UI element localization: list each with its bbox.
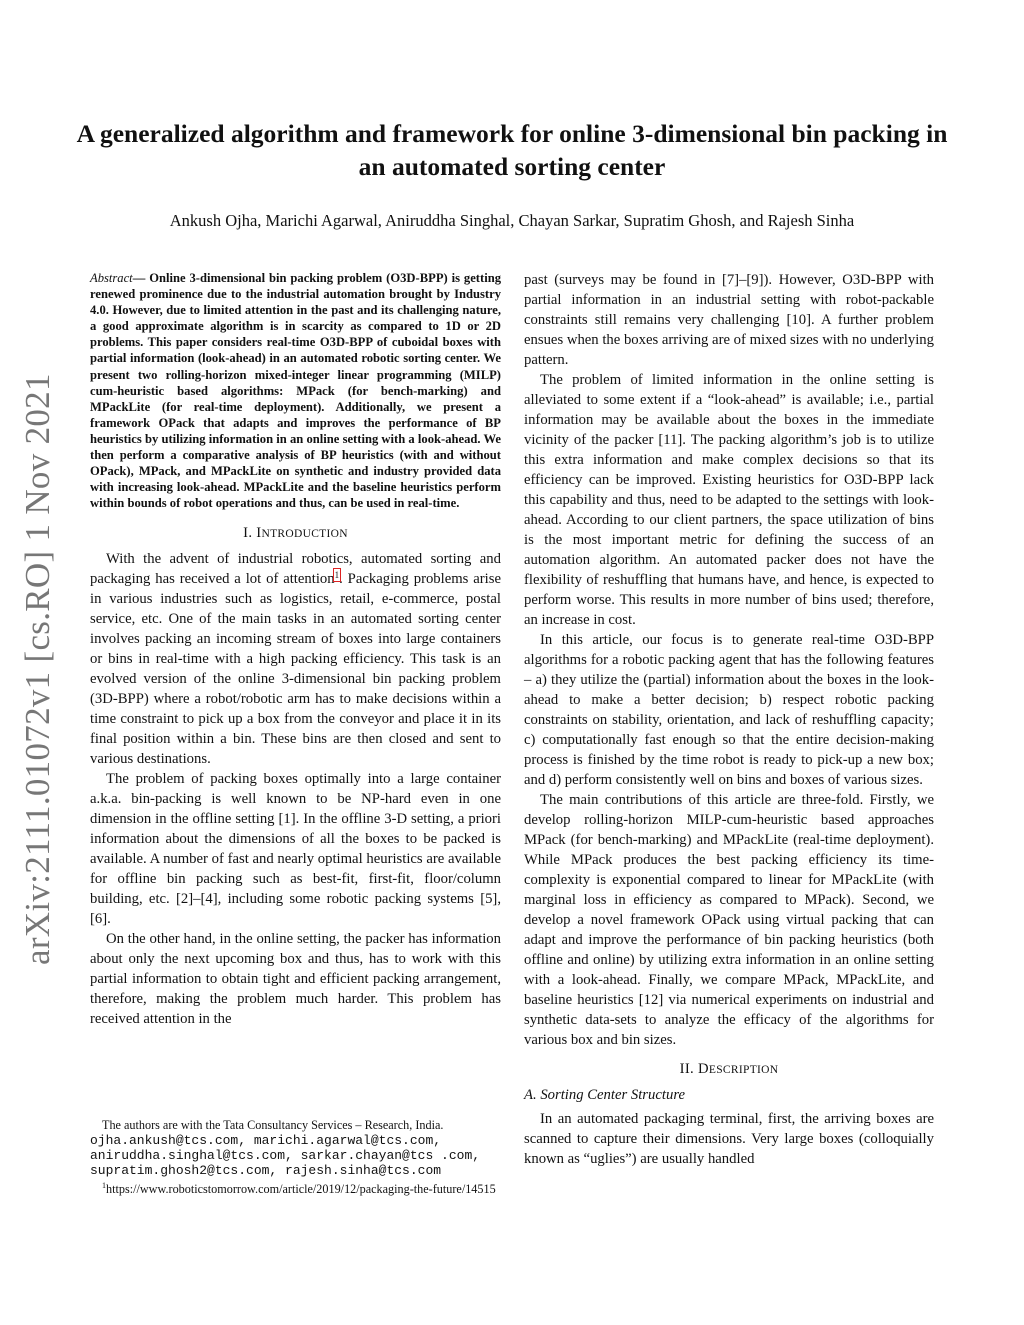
right-paragraph-5: In an automated packaging terminal, first, the arriving boxes are scanned to capture their dimensions. Very large boxes (colloquially known as “uglies”) are usually handled xyxy=(524,1111,934,1167)
right-paragraph-1: past (surveys may be found in [7]–[9]). However, O3D-BPP with partial information in an industrial setting with robot-packable constraints still remains very challenging [10]. A further problem ensues when the boxes arriving are of mixed sizes with no underlying pattern. xyxy=(524,272,934,368)
intro-paragraph-3: On the other hand, in the online setting, the packer has information about only the next upcoming box and thus, has to work with this partial information to obtain tight and efficient packing arrangement, therefore, making the problem much harder. This problem has received attention in the xyxy=(90,931,501,1028)
footnote-1: $^1$https://www.roboticstomorrow.com/article/2019/12/packaging-the-future/14515 xyxy=(102,1181,496,1197)
abstract xyxy=(90,270,501,511)
left-column xyxy=(90,270,501,1029)
section-heading-introduction: I. INTRODUCTION xyxy=(243,525,348,542)
abstract-text: — Online 3-dimensional bin packing problem (O3D-BPP) is getting renewed prominence due to the industrial automation brought by Industry 4.0. However, due to limited attention in the past and its challenging nature, a good approximate algorithm is in scarcity as compared to 1D or 2D problems. This paper considers real-time O3D-BPP of cuboidal boxes with partial information (look-ahead) in an automated robotic sorting center. We present two rolling-horizon mixed-integer linear programming (MILP) cum-heuristic based algorithms: MPack (for bench-marking) and MPackLite (for real-time deployment). Additionally, we present a framework OPack that adapts and improves the performance of BP heuristics by utilizing information in an online setting with a look-ahead. We then perform a comparative analysis of BP heuristics (with and without OPack), MPack, and MPackLite on synthetic and industry provided data with increasing look-ahead. MPackLite and the baseline heuristics perform within bounds of robot operations and thus, can be used in real-time. xyxy=(90,271,501,511)
footnotes xyxy=(90,1118,501,1197)
arxiv-identifier-stamp: arXiv:2111.01072v1 [cs.RO] 1 Nov 2021 xyxy=(18,373,57,965)
footnote-emails: ojha.ankush@tcs.com, marichi.agarwal@tcs.com, aniruddha.singhal@tcs.com, sarkar.chayan@tcs .com, supratim.ghosh2@tcs.com, rajesh.sinha@tcs.com xyxy=(90,1133,481,1178)
footnote-1-url[interactable]: https://www.roboticstomorrow.com/article/2019/12/packaging-the-future/14515 xyxy=(106,1182,496,1197)
intro-paragraph-1: With the advent of industrial robotics, automated sorting and packaging has received a lot of attention$^1$. Packaging problems arise in various industries such as logistics, retail, e-commerce, postal service, etc. One of the main tasks in an automated sorting center involves packing an incoming stream of boxes into large containers or bins in real-time with a high packing efficiency. This task is an evolved version of the online 3-dimensional bin packing problem (3D-BPP) where a robot/robotic arm has to make decisions within a time constraint to pick up a box from the conveyor and place it in its final position within a bin. These bins are then closed and sent to various destinations. xyxy=(90,551,501,768)
section-heading-description: II. DESCRIPTION xyxy=(679,1061,779,1077)
author-list: Ankush Ojha, Marichi Agarwal, Aniruddha Singhal, Chayan Sarkar, Supratim Ghosh, and Rajesh Sinha xyxy=(169,211,855,230)
paper-title: A generalized algorithm and framework for online 3-dimensional bin packing in an automated sorting center xyxy=(76,119,948,181)
footnote-affiliation: The authors are with the Tata Consultancy Services – Research, India. xyxy=(102,1118,444,1132)
right-paragraph-2: The problem of limited information in the online setting is alleviated to some extent if a “look-ahead” is available; i.e., partial information may be available about the boxes in the immediate vicinity of the packer [11]. The packing algorithm’s job is to utilize this extra information and make complex decisions so that its efficiency can be improved. Existing heuristics for O3D-BPP lack this capability and thus, need to be adapted to the settings with look-ahead. According to our client partners, the space utilization of bins is the most important metric for defining the success of an automation algorithm. An automated packer does not have the flexibility of reshuffling that humans have, and hence, is expected to perform worse. This results in more number of bins used; therefore, an increase in cost. xyxy=(524,372,934,628)
intro-paragraph-2: The problem of packing boxes optimally into a large container a.k.a. bin-packing is well known to be NP-hard even in one dimension in the offline setting [1]. In the offline 3-D setting, a priori information about the dimensions of all the boxes to be packed is available. A number of fast and nearly optimal heuristics are available for offline bin packing such as best-fit, first-fit, floor/column building, etc. [2]–[4], including some robotic packing systems [5], [6]. xyxy=(90,771,501,928)
right-paragraph-4: The main contributions of this article are three-fold. Firstly, we develop rolling-horizon MILP-cum-heuristic based approaches MPack (for bench-marking) and MPackLite (real-time deployment). While MPack produces the best packing efficiency its time-complexity is exponential compared to linear for MPackLite (with marginal loss in efficiency as compared to MPack). Second, we develop a novel framework OPack using virtual packing that can adapt and improve the performance of bin packing heuristics (both offline and online) by utilizing extra information in an online setting with a look-ahead. Finally, we compare MPack, MPackLite, and baseline heuristics [12] via numerical experiments on industrial and synthetic data-sets to analyze the efficacy of the algorithms for various box and bin sizes. xyxy=(524,792,934,1048)
right-column xyxy=(524,270,934,1169)
footnote-link-1[interactable]: 1 xyxy=(334,569,340,580)
right-paragraph-3: In this article, our focus is to generate real-time O3D-BPP algorithms for a robotic packing agent that has the following features – a) they utilize the (partial) information about the boxes in the look-ahead to make a better decision; b) respect robotic packing constraints on stability, orientation, and lack of reshuffling capacity; c) computationally fast enough so that the entire decision-making process is finished by the time robot is ready to pick-up a new box; and d) perform consistently well on bins and boxes of various sizes. xyxy=(524,632,934,788)
abstract-label: Abstract xyxy=(90,271,133,285)
subsection-heading-sorting-center: A. Sorting Center Structure xyxy=(524,1087,686,1103)
